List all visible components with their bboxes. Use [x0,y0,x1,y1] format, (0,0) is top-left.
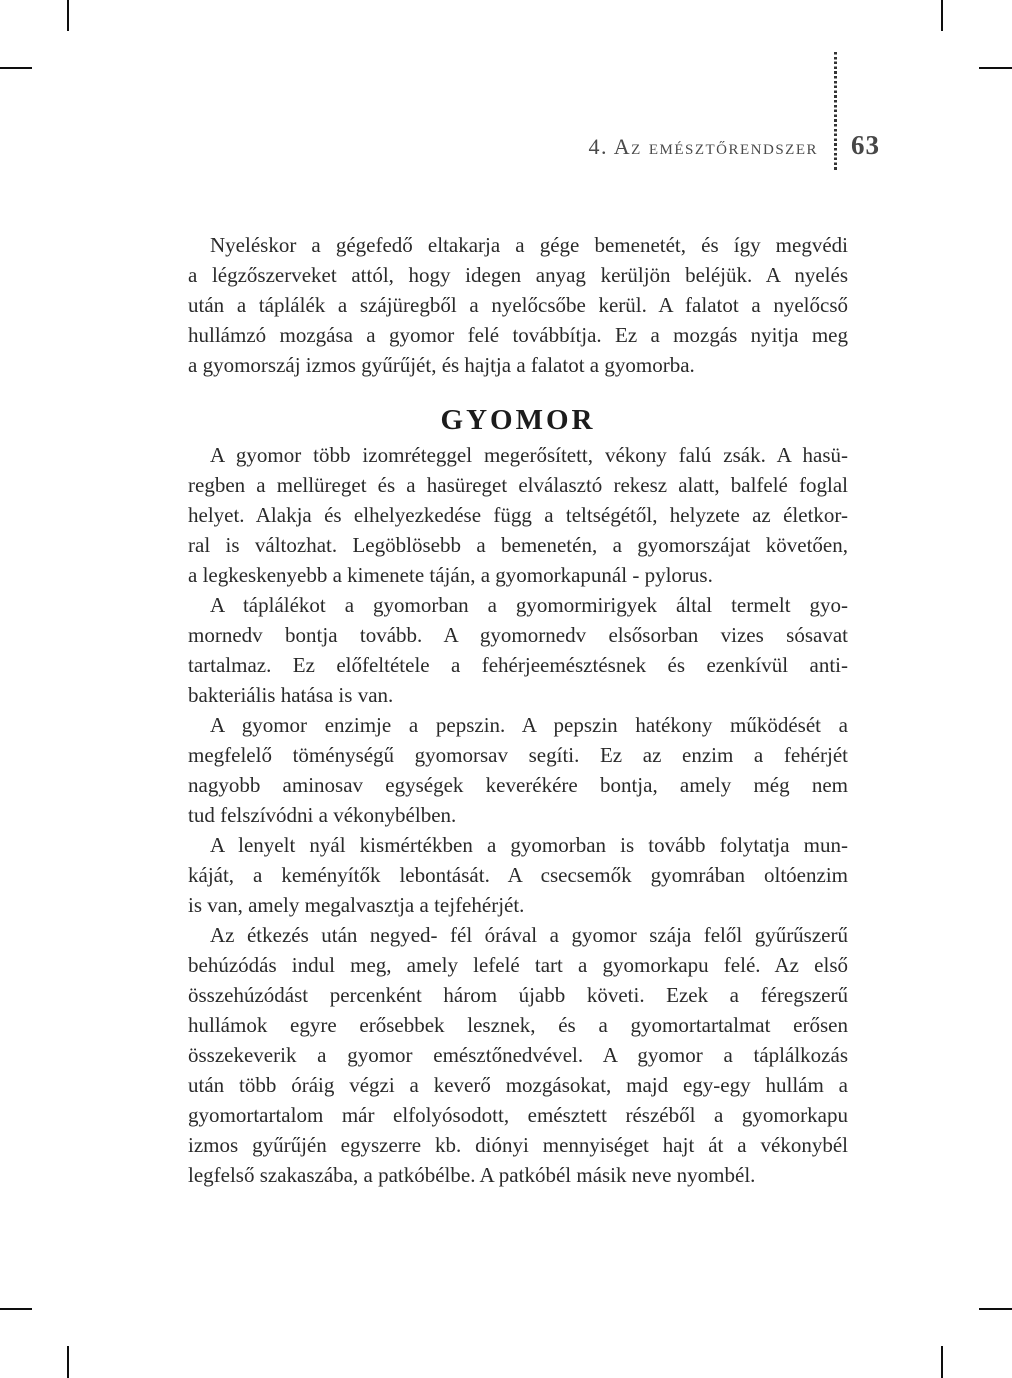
text-line: Nyeléskor a gégefedő eltakarja a gége bemenetét, és így megvédi [210,233,848,257]
crop-mark-top-right-vertical [941,0,943,31]
paragraph [188,830,848,920]
text-line: A gyomor enzimje a pepszin. A pepszin hatékony működését a [210,713,848,737]
text-line: a légzőszerveket attól, hogy idegen anyag kerüljön beléjük. A nyelés [188,263,848,287]
text-line: a legkeskenyebb a kimenete táján, a gyomorkapunál - pylorus. [188,563,713,587]
text-line: behúzódás indul meg, amely lefelé tart a gyomorkapu felé. Az első [188,953,848,977]
text-line: is van, amely megalvasztja a tejfehérjét. [188,893,525,917]
paragraph [188,710,848,830]
text-line: mornedv bontja tovább. A gyomornedv elsősorban vizes sósavat [188,623,848,647]
running-head-chapter-title: 4. Az emésztőrendszer [588,134,818,159]
crop-mark-bottom-right-horizontal [979,1308,1012,1310]
crop-mark-bottom-right-vertical [941,1346,943,1378]
text-line: izmos gyűrűjén egyszerre kb. diónyi mennyiséget hajt át a vékonybél [188,1133,848,1157]
text-line: tud felszívódni a vékonybélben. [188,803,457,827]
paragraph [188,590,848,710]
text-line: nagyobb aminosav egységek keverékére bontja, amely még nem [188,773,848,797]
paragraph [188,440,848,590]
text-line: bakteriális hatása is van. [188,683,394,707]
text-line: a gyomorszáj izmos gyűrűjét, és hajtja a falatot a gyomorba. [188,353,695,377]
page-number: 63 [851,130,880,160]
text-line: hullámzó mozgása a gyomor felé továbbítja. Ez a mozgás nyitja meg [188,323,848,347]
text-line: ral is változhat. Legöblösebb a bemenetén, a gyomorszájat követően, [188,533,848,557]
text-line: Az étkezés után negyed- fél órával a gyomor szája felől gyűrűszerű [210,923,848,947]
text-line: káját, a keményítők lebontását. A csecsemők gyomrában oltóenzim [188,863,848,887]
text-line: hullámok egyre erősebbek lesznek, és a gyomortartalmat erősen [188,1013,848,1037]
text-column [188,230,848,1190]
text-line: összehúzódást percenként három újabb követi. Ezek a féregszerű [188,983,848,1007]
text-line: után a táplálék a szájüregből a nyelőcsőbe kerül. A falatot a nyelőcső [188,293,848,317]
text-line: gyomortartalom már elfolyósodott, emésztett részéből a gyomorkapu [188,1103,848,1127]
paragraph [188,230,848,380]
paragraph [188,920,848,1190]
dotted-divider [834,52,837,172]
text-line: regben a mellüreget és a hasüreget elválasztó rekesz alatt, balfelé foglal [188,473,848,497]
text-line: megfelelő töménységű gyomorsav segíti. Ez az enzim a fehérjét [188,743,848,767]
crop-mark-top-left-vertical [67,0,69,31]
text-line: A gyomor több izomréteggel megerősített, vékony falú zsák. A hasü- [210,443,848,467]
section-heading: GYOMOR [440,404,596,436]
crop-mark-top-right-horizontal [979,67,1012,69]
text-line: A táplálékot a gyomorban a gyomormirigyek által termelt gyo- [210,593,848,617]
text-line: után több óráig végzi a keverő mozgásokat, majd egy-egy hullám a [188,1073,848,1097]
crop-mark-bottom-left-horizontal [0,1308,32,1310]
text-line: összekeverik a gyomor emésztőnedvével. A gyomor a táplálkozás [188,1043,848,1067]
text-line: A lenyelt nyál kismértékben a gyomorban is tovább folytatja mun- [210,833,848,857]
text-line: tartalmaz. Ez előfeltétele a fehérjeemésztésnek és ezenkívül anti- [188,653,848,677]
text-line: legfelső szakaszába, a patkóbélbe. A patkóbél másik neve nyombél. [188,1163,756,1187]
crop-mark-bottom-left-vertical [67,1346,69,1378]
text-line: helyet. Alakja és elhelyezkedése függ a teltségétől, helyzete az életkor- [188,503,848,527]
crop-mark-top-left-horizontal [0,67,32,69]
